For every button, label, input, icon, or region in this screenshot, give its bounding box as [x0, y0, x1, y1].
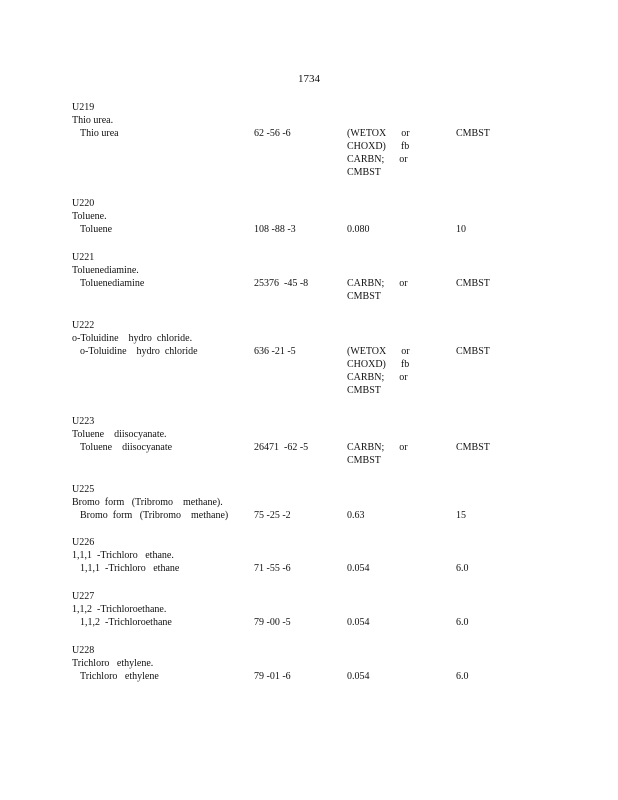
nonwastewater-standard — [347, 223, 417, 236]
constituent-name: 1,1,1 -Trichloro ethane — [80, 563, 180, 574]
nonwastewater-line: CHOXD) fb — [347, 141, 410, 152]
waste-code: U220 — [72, 198, 95, 209]
cas-number: 108 -88 -3 — [254, 224, 296, 235]
nonwastewater-standard — [347, 509, 417, 522]
wastewater-standard: 6.0 — [456, 671, 469, 682]
cas-number: 62 -56 -6 — [254, 128, 291, 139]
wastewater-standard: 10 — [456, 224, 466, 235]
nonwastewater-standard — [347, 616, 417, 629]
waste-title: o-Toluidine hydro chloride. — [72, 333, 193, 344]
nonwastewater-line: 0.63 — [347, 510, 365, 521]
constituent-row — [72, 127, 552, 178]
waste-entry-u228 — [72, 644, 552, 683]
waste-entry-u219 — [72, 101, 552, 178]
cas-number: 26471 -62 -5 — [254, 442, 309, 453]
nonwastewater-line: CARBN; or — [347, 372, 408, 383]
nonwastewater-line: CMBST — [347, 385, 381, 396]
waste-code: U223 — [72, 416, 95, 427]
nonwastewater-standard — [347, 670, 417, 683]
waste-title: Trichloro ethylene. — [72, 658, 154, 669]
cas-number: 79 -00 -5 — [254, 617, 291, 628]
wastewater-standard: CMBST — [456, 442, 490, 453]
nonwastewater-standard — [347, 441, 417, 467]
cas-number: 79 -01 -6 — [254, 671, 291, 682]
constituent-name: Trichloro ethylene — [80, 671, 159, 682]
wastewater-standard: 15 — [456, 510, 466, 521]
nonwastewater-standard — [347, 277, 417, 303]
constituent-row — [72, 345, 552, 396]
constituent-row — [72, 670, 552, 683]
constituent-row — [72, 562, 552, 575]
page-number: 1734 — [298, 73, 320, 85]
constituent-name: Bromo form (Tribromo methane) — [80, 510, 229, 521]
nonwastewater-line: CMBST — [347, 167, 381, 178]
waste-code: U222 — [72, 320, 95, 331]
nonwastewater-line: (WETOX or — [347, 346, 410, 357]
nonwastewater-line: CHOXD) fb — [347, 359, 410, 370]
cas-number: 636 -21 -5 — [254, 346, 296, 357]
constituent-row — [72, 616, 552, 629]
waste-title: Toluenediamine. — [72, 265, 139, 276]
nonwastewater-line: (WETOX or — [347, 128, 410, 139]
constituent-name: Toluenediamine — [80, 278, 145, 289]
cas-number: 25376 -45 -8 — [254, 278, 309, 289]
constituent-row — [72, 441, 552, 466]
nonwastewater-line: 0.054 — [347, 563, 370, 574]
nonwastewater-line: 0.080 — [347, 224, 370, 235]
waste-entry-u223 — [72, 415, 552, 466]
constituent-name: Thio urea — [80, 128, 119, 139]
constituent-name: Toluene — [80, 224, 113, 235]
nonwastewater-line: CMBST — [347, 455, 381, 466]
nonwastewater-line: 0.054 — [347, 671, 370, 682]
cas-number: 71 -55 -6 — [254, 563, 291, 574]
waste-title: Toluene diisocyanate. — [72, 429, 167, 440]
wastewater-standard: 6.0 — [456, 563, 469, 574]
waste-code: U225 — [72, 484, 95, 495]
constituent-row — [72, 277, 552, 302]
nonwastewater-standard — [347, 345, 417, 397]
nonwastewater-line: 0.054 — [347, 617, 370, 628]
wastewater-standard: CMBST — [456, 128, 490, 139]
waste-entry-u222 — [72, 319, 552, 396]
waste-code: U226 — [72, 537, 95, 548]
constituent-name: Toluene diisocyanate — [80, 442, 173, 453]
waste-title: Toluene. — [72, 211, 107, 222]
constituent-row — [72, 223, 552, 236]
nonwastewater-line: CARBN; or — [347, 278, 408, 289]
waste-entry-u221 — [72, 251, 552, 302]
constituent-name: o-Toluidine hydro chloride — [80, 346, 198, 357]
wastewater-standard: CMBST — [456, 278, 490, 289]
waste-code: U228 — [72, 645, 95, 656]
wastewater-standard: 6.0 — [456, 617, 469, 628]
waste-entry-u220 — [72, 197, 552, 236]
waste-entry-u227 — [72, 590, 552, 629]
waste-title: 1,1,1 -Trichloro ethane. — [72, 550, 174, 561]
constituent-name: 1,1,2 -Trichloroethane — [80, 617, 172, 628]
waste-entry-u225 — [72, 483, 552, 522]
waste-code: U221 — [72, 252, 95, 263]
nonwastewater-line: CMBST — [347, 291, 381, 302]
nonwastewater-standard — [347, 127, 417, 179]
waste-code: U219 — [72, 102, 95, 113]
nonwastewater-line: CARBN; or — [347, 442, 408, 453]
waste-title: 1,1,2 -Trichloroethane. — [72, 604, 167, 615]
waste-entry-u226 — [72, 536, 552, 575]
nonwastewater-standard — [347, 562, 417, 575]
nonwastewater-line: CARBN; or — [347, 154, 408, 165]
waste-title: Thio urea. — [72, 115, 114, 126]
wastewater-standard: CMBST — [456, 346, 490, 357]
constituent-row — [72, 509, 552, 522]
cas-number: 75 -25 -2 — [254, 510, 291, 521]
waste-code: U227 — [72, 591, 95, 602]
waste-title: Bromo form (Tribromo methane). — [72, 497, 223, 508]
